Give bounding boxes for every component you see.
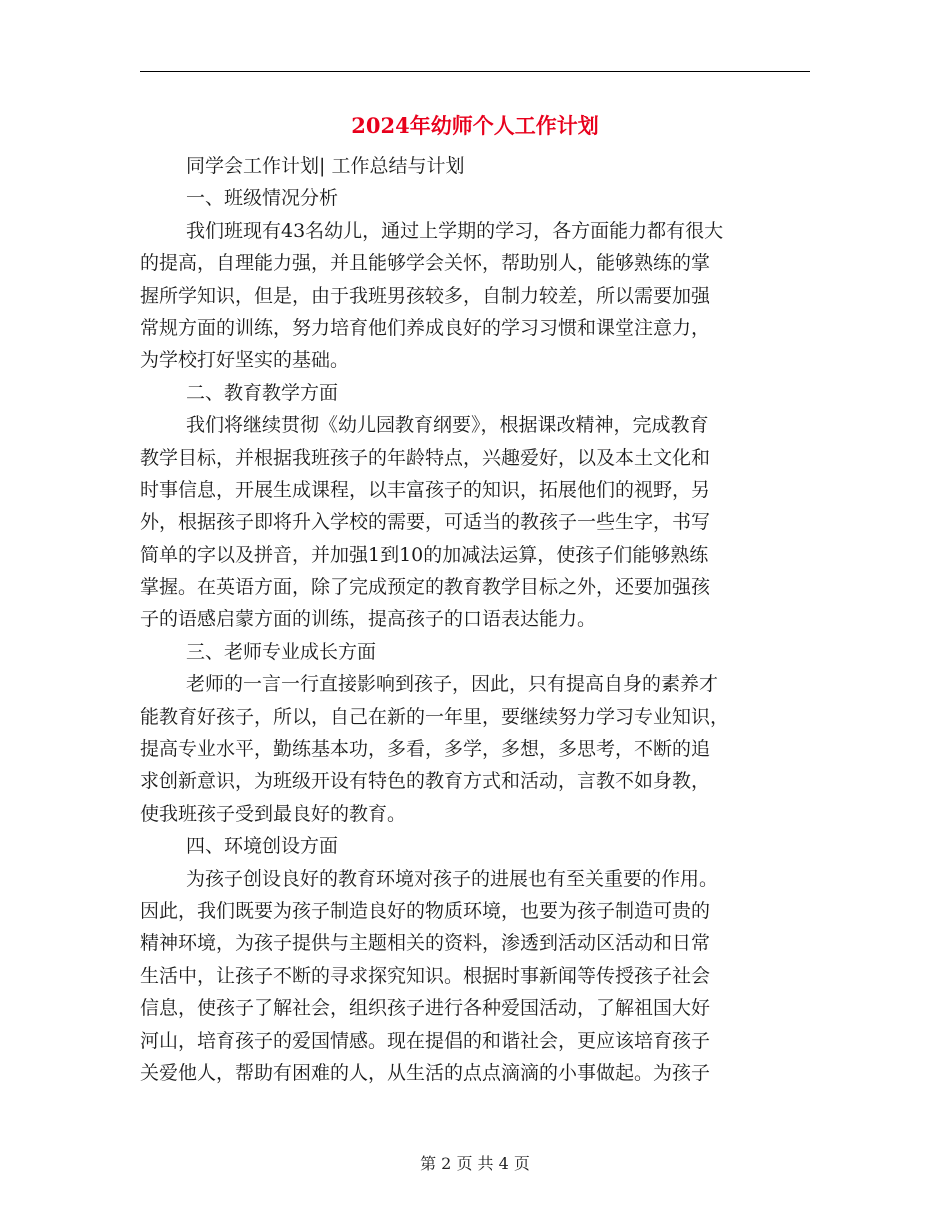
text-line: 的提高，自理能力强，并且能够学会关怀，帮助别人，能够熟练的掌 [140, 252, 711, 275]
text-line: 常规方面的训练，努力培育他们养成良好的学习习惯和课堂注意力， [140, 316, 711, 339]
text-line: 使我班孩子受到最良好的教育。 [140, 802, 407, 825]
text-line: 握所学知识，但是，由于我班男孩较多，自制力较差，所以需要加强 [140, 284, 711, 307]
text-line: 二、教育教学方面 [186, 381, 339, 404]
text-line: 为学校打好坚实的基础。 [140, 349, 350, 372]
text-line: 老师的一言一行直接影响到孩子，因此，只有提高自身的素养才 [186, 673, 719, 696]
text-line: 提高专业水平，勤练基本功，多看，多学，多想，多思考，不断的追 [140, 738, 711, 761]
text-line: 子的语感启蒙方面的训练，提高孩子的口语表达能力。 [140, 608, 597, 631]
text-line: 求创新意识，为班级开设有特色的教育方式和活动，言教不如身教， [140, 770, 711, 793]
text-line: 因此，我们既要为孩子制造良好的物质环境，也要为孩子制造可贵的 [140, 899, 711, 922]
text-line: 精神环境，为孩子提供与主题相关的资料，渗透到活动区活动和日常 [140, 932, 711, 955]
text-line: 教学目标，并根据我班孩子的年龄特点，兴趣爱好，以及本土文化和 [140, 446, 711, 469]
text-line: 外，根据孩子即将升入学校的需要，可适当的教孩子一些生字，书写 [140, 511, 711, 534]
text-line: 同学会工作计划| 工作总结与计划 [186, 155, 465, 177]
text-line: 四、环境创设方面 [186, 835, 339, 858]
text-line: 掌握。在英语方面，除了完成预定的教育教学目标之外，还要加强孩 [140, 576, 711, 599]
text-line: 为孩子创设良好的教育环境对孩子的进展也有至关重要的作用。 [186, 867, 719, 890]
text-line: 三、老师专业成长方面 [186, 640, 377, 663]
text-line: 简单的字以及拼音，并加强1到10的加减法运算，使孩子们能够熟练 [140, 543, 709, 566]
page-number: 第 2 页 共 4 页 [420, 1154, 530, 1173]
text-line: 我们将继续贯彻《幼儿园教育纲要》，根据课改精神，完成教育 [186, 414, 709, 437]
text-line: 我们班现有43名幼儿，通过上学期的学习，各方面能力都有很大 [186, 219, 724, 242]
document-body [140, 150, 810, 1089]
text-line: 关爱他人，帮助有困难的人，从生活的点点滴滴的小事做起。为孩子 [140, 1061, 711, 1084]
text-line: 能教育好孩子，所以，自己在新的一年里，要继续努力学习专业知识， [140, 705, 730, 728]
text-line: 河山，培育孩子的爱国情感。现在提倡的和谐社会，更应该培育孩子 [140, 1029, 711, 1052]
document-title: 2024年幼师个人工作计划 [351, 113, 599, 138]
text-line: 一、班级情况分析 [186, 187, 339, 210]
text-line: 时事信息，开展生成课程，以丰富孩子的知识，拓展他们的视野，另 [140, 478, 711, 501]
text-line: 生活中，让孩子不断的寻求探究知识。根据时事新闻等传授孩子社会 [140, 964, 711, 987]
text-line: 信息，使孩子了解社会，组织孩子进行各种爱国活动，了解祖国大好 [140, 997, 711, 1020]
header-rule [140, 71, 810, 72]
